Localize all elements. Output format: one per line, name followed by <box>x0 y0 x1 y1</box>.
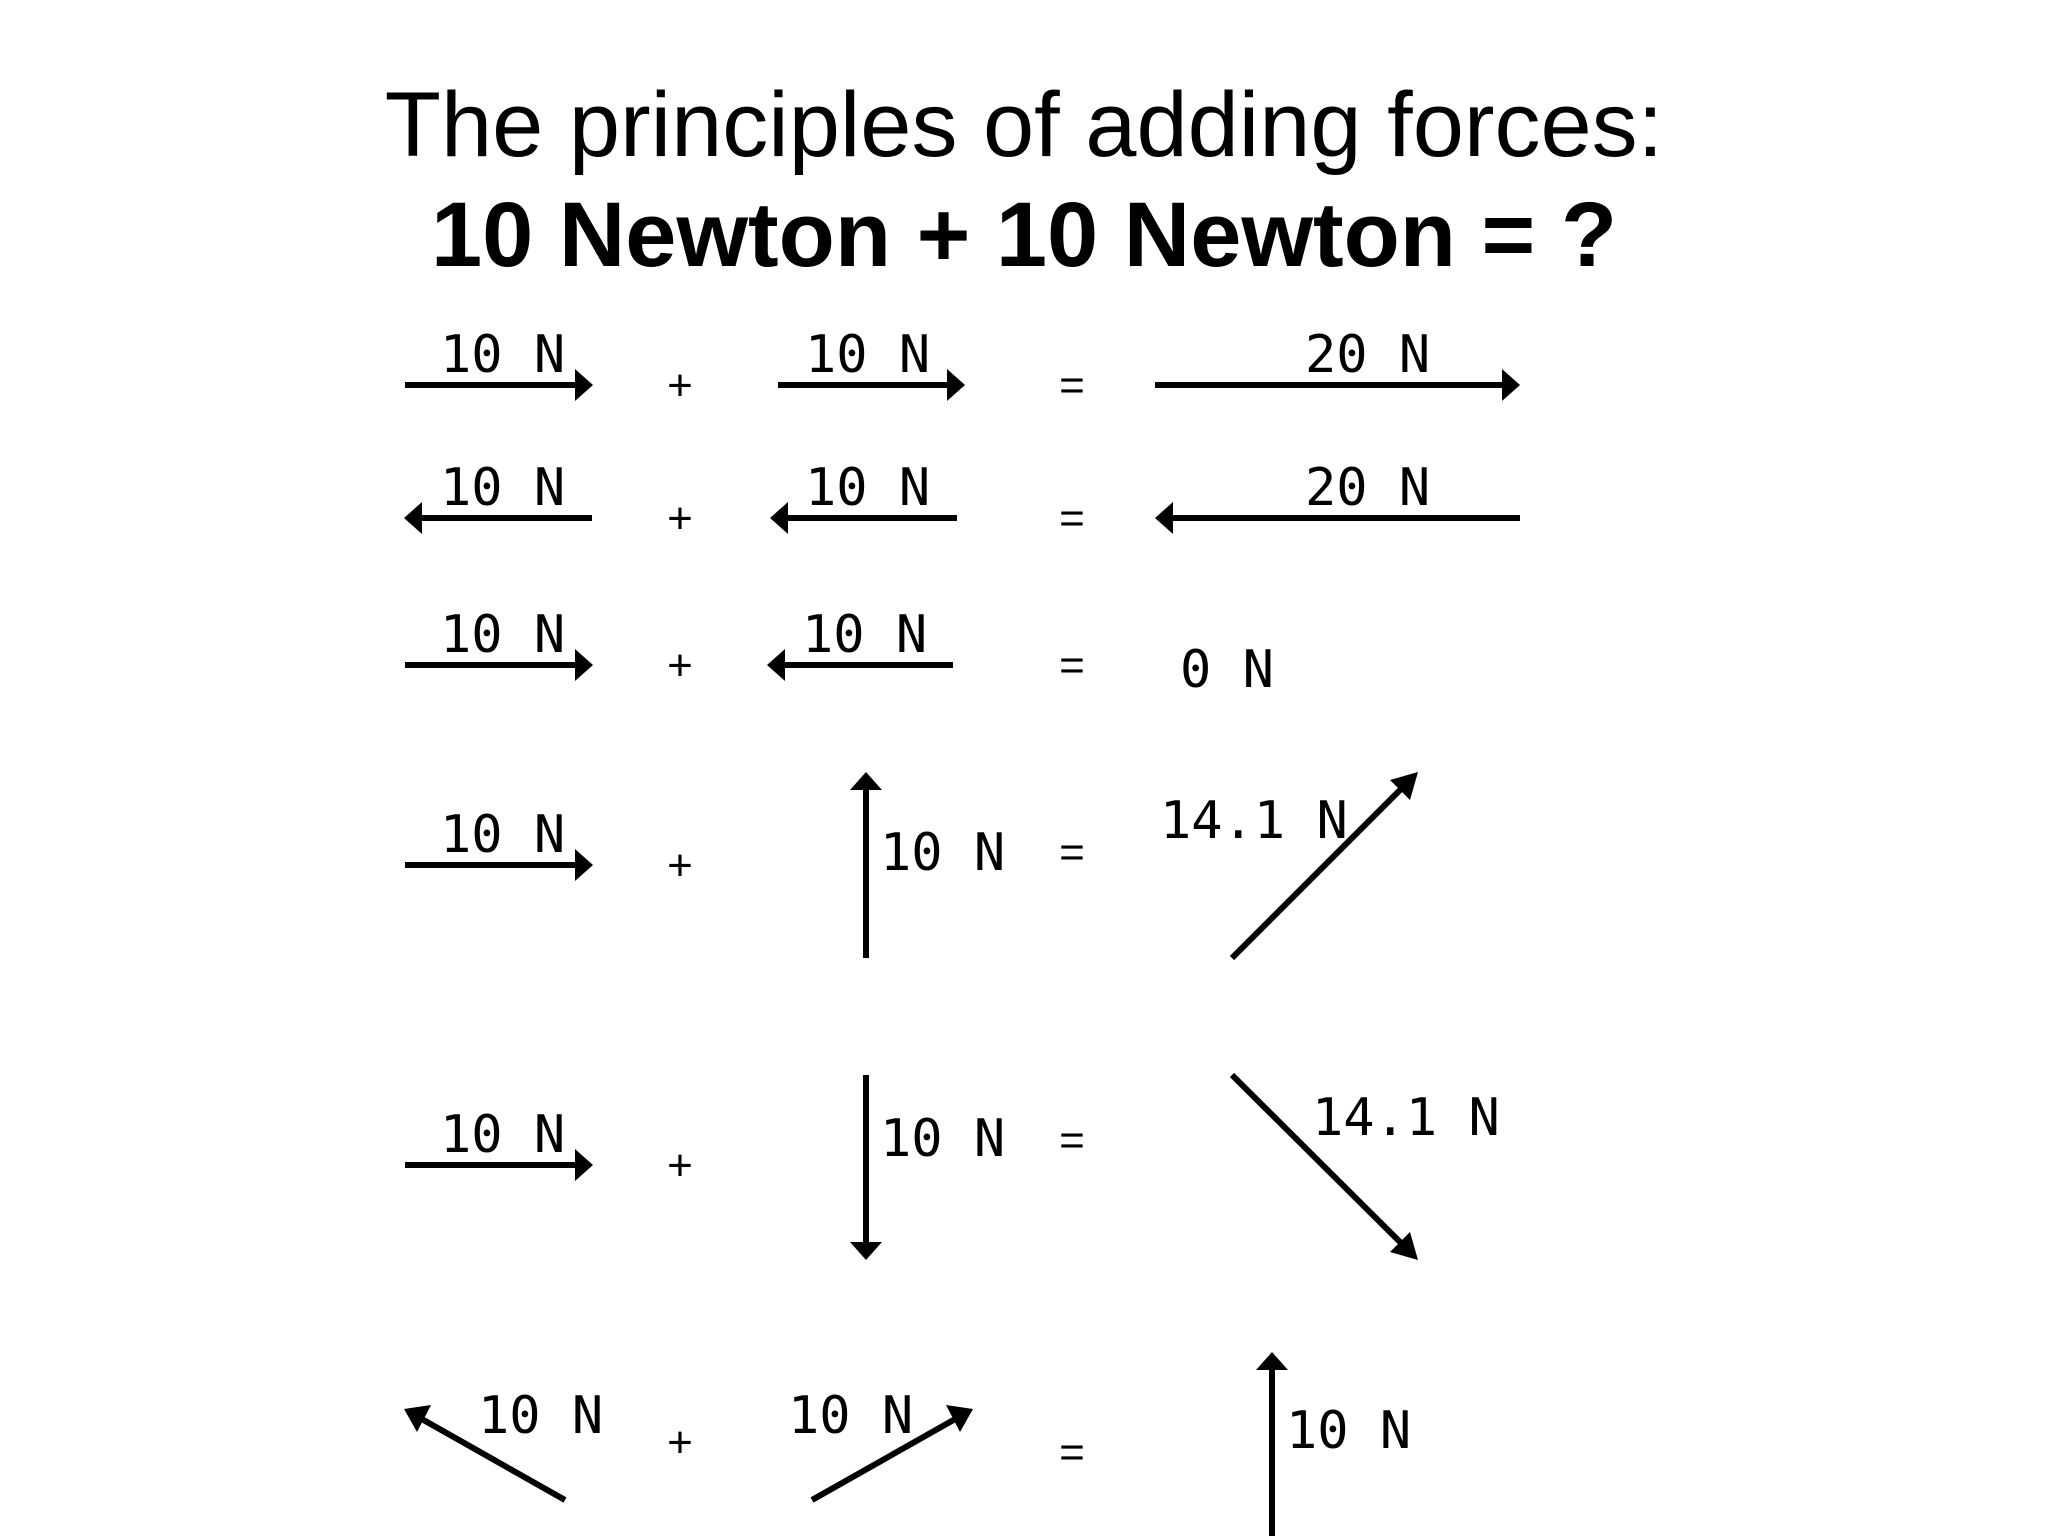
row-4 <box>405 772 1418 958</box>
row-5-force-b-label: 10 N <box>880 1109 1006 1169</box>
row-5-plus: + <box>667 1141 693 1190</box>
row-4-force-a <box>405 805 593 881</box>
row-6-result-label: 10 N <box>1286 1401 1412 1461</box>
row-4-force-a-label: 10 N <box>440 805 566 865</box>
row-4-equals: = <box>1059 828 1085 877</box>
row-5-result <box>1232 1075 1500 1260</box>
row-3-force-a-label: 10 N <box>440 605 566 665</box>
row-2-force-b <box>770 458 957 534</box>
row-4-force-b-label: 10 N <box>880 823 1006 883</box>
row-6-force-a <box>404 1386 603 1500</box>
row-3-result-label: 0 N <box>1180 640 1274 700</box>
row-1-force-a <box>405 325 593 401</box>
row-5-force-b <box>850 1075 1005 1260</box>
row-1-result <box>1155 325 1520 401</box>
row-3 <box>405 605 1274 700</box>
row-6-result <box>1256 1352 1411 1536</box>
row-2-equals: = <box>1059 494 1085 543</box>
row-6-plus: + <box>667 1418 693 1467</box>
row-1-plus: + <box>667 361 693 410</box>
row-4-force-b <box>850 772 1005 958</box>
row-2-force-a <box>404 458 592 534</box>
row-3-equals: = <box>1059 641 1085 690</box>
row-1-force-a-label: 10 N <box>440 325 566 385</box>
row-3-force-a <box>405 605 593 681</box>
row-3-plus: + <box>667 641 693 690</box>
row-5-equals: = <box>1059 1116 1085 1165</box>
row-4-result-label: 14.1 N <box>1160 791 1348 851</box>
row-2-force-a-label: 10 N <box>440 458 566 518</box>
row-3-force-b <box>767 605 953 681</box>
row-4-result <box>1160 772 1418 958</box>
row-1-equals: = <box>1059 361 1085 410</box>
row-6-force-b-label: 10 N <box>788 1386 914 1446</box>
row-6-force-b <box>788 1386 973 1500</box>
row-1 <box>405 325 1520 410</box>
row-3-force-b-label: 10 N <box>802 605 928 665</box>
row-1-force-b <box>778 325 965 401</box>
row-6-equals: = <box>1059 1428 1085 1477</box>
row-2-force-b-label: 10 N <box>805 458 931 518</box>
row-1-result-label: 20 N <box>1305 325 1431 385</box>
row-6 <box>404 1352 1411 1536</box>
row-1-force-b-label: 10 N <box>805 325 931 385</box>
row-5 <box>405 1075 1500 1260</box>
row-2-plus: + <box>667 494 693 543</box>
row-2-result <box>1155 458 1520 534</box>
row-2 <box>404 458 1520 543</box>
row-5-result-label: 14.1 N <box>1312 1088 1500 1148</box>
row-6-force-a-label: 10 N <box>478 1386 604 1446</box>
title-line-2: 10 Newton + 10 Newton = ? <box>430 184 1618 286</box>
title-line-1: The principles of adding forces: <box>384 74 1664 176</box>
row-4-plus: + <box>667 841 693 890</box>
row-5-force-a-label: 10 N <box>440 1105 566 1165</box>
row-2-result-label: 20 N <box>1305 458 1431 518</box>
row-5-force-a <box>405 1105 593 1181</box>
